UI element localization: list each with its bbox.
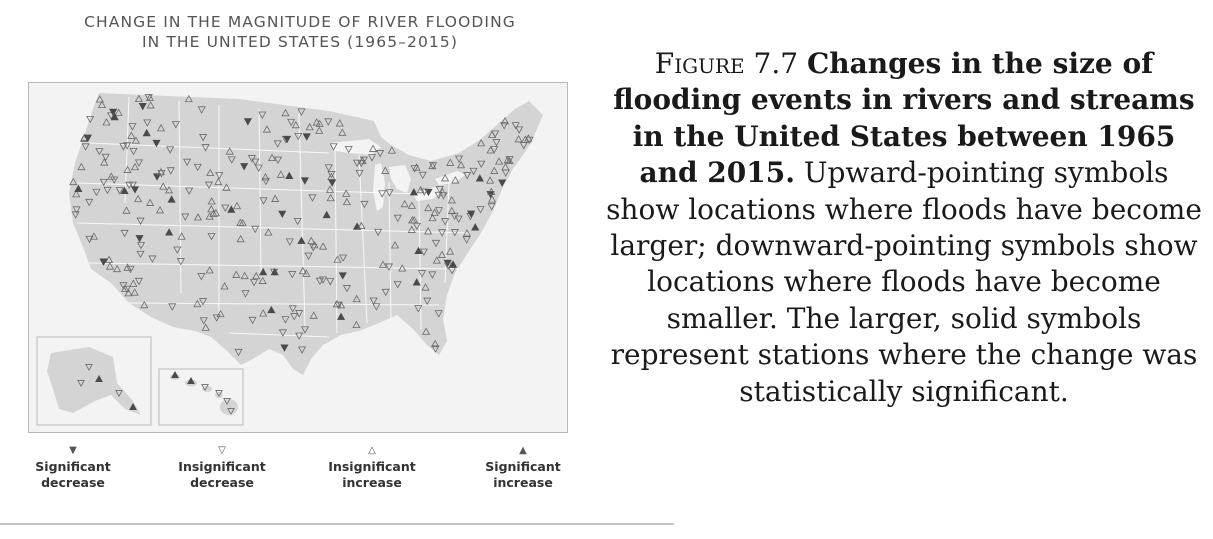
map-title-line-2: IN THE UNITED STATES (1965–2015) <box>141 33 459 51</box>
legend-significant-decrease <box>8 445 138 491</box>
figure-caption <box>600 46 1208 410</box>
figure-label: Figure 7.7 <box>654 47 799 80</box>
flood-change-map <box>28 82 568 433</box>
divider-line <box>0 523 674 525</box>
caption-body: Upward-pointing symbols show locations where floods have become larger; downward-pointing symbols show locations where floods have become smaller. The larger, solid symbols represent stations where the change was statistically significant. <box>606 156 1202 408</box>
legend-significant-increase <box>458 445 588 491</box>
legend-label-line-2: increase <box>493 475 553 490</box>
caption-bold-title: Changes in the size of flooding events in rivers and streams in the United States between 1965 and 2015. <box>613 47 1195 190</box>
legend-insignificant-increase <box>307 445 437 491</box>
legend-label-line-2: increase <box>342 475 402 490</box>
legend-label <box>307 459 437 491</box>
legend-insignificant-decrease <box>157 445 287 491</box>
significant-decrease-icon: ▼ <box>69 445 77 456</box>
map-title-line-1: CHANGE IN THE MAGNITUDE OF RIVER FLOODING <box>84 13 516 31</box>
legend-label-line-2: decrease <box>190 475 254 490</box>
insignificant-decrease-icon: ▽ <box>218 445 226 456</box>
legend-label <box>157 459 287 491</box>
legend-label <box>458 459 588 491</box>
legend-label-line-1: Insignificant <box>178 459 266 474</box>
legend-label-line-1: Significant <box>35 459 111 474</box>
significant-increase-icon: ▲ <box>519 445 527 456</box>
legend-label-line-1: Insignificant <box>328 459 416 474</box>
legend-label <box>8 459 138 491</box>
us-map-svg <box>29 83 567 432</box>
map-title <box>22 12 578 52</box>
legend-label-line-1: Significant <box>485 459 561 474</box>
legend-label-line-2: decrease <box>41 475 105 490</box>
insignificant-increase-icon: △ <box>368 445 376 456</box>
